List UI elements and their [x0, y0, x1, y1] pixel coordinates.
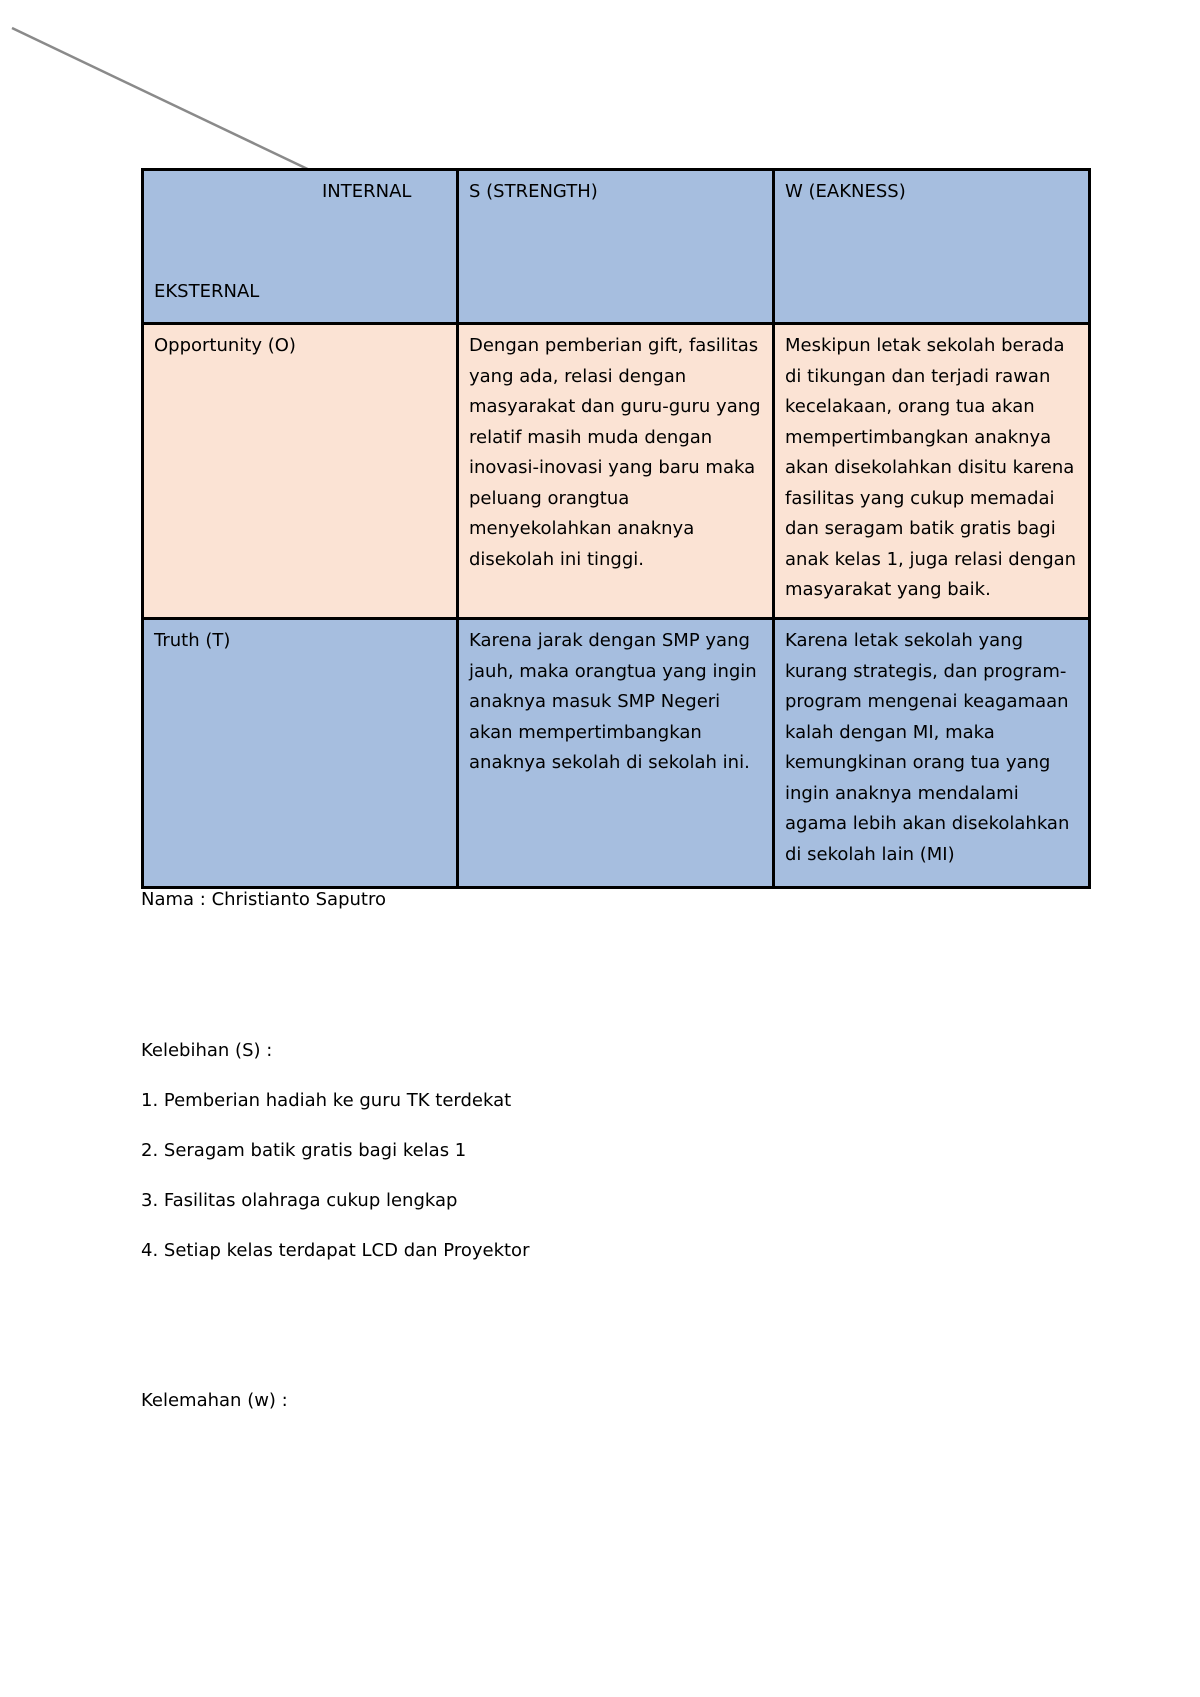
wt-cell: Karena letak sekolah yang kurang strategis, dan program-program mengenai keagamaan kalah dengan MI, maka kemungkinan orang tua yang ingin anaknya mendalami agama lebih akan disekolahkan di sekolah lain (MI)	[774, 619, 1090, 888]
so-cell: Dengan pemberian gift, fasilitas yang ada, relasi dengan masyarakat dan guru-guru yang relatif masih muda dengan inovasi-inovasi yang baru maka peluang orangtua menyekolahkan anaknya disekolah ini tinggi.	[458, 324, 774, 619]
kelebihan-item: 3. Fasilitas olahraga cukup lengkap	[141, 1190, 458, 1211]
weakness-header: W (EAKNESS)	[774, 170, 1090, 324]
threat-label: Truth (T)	[143, 619, 458, 888]
internal-label: INTERNAL	[322, 181, 412, 202]
threat-row	[143, 619, 1090, 888]
eksternal-label: EKSTERNAL	[154, 281, 260, 302]
kelebihan-item: 4. Setiap kelas terdapat LCD dan Proyektor	[141, 1240, 530, 1261]
swot-table	[141, 168, 1091, 889]
internal-eksternal-cell	[143, 170, 458, 324]
table-header-row	[143, 170, 1090, 324]
kelebihan-item: 1. Pemberian hadiah ke guru TK terdekat	[141, 1090, 512, 1111]
kelebihan-item: 2. Seragam batik gratis bagi kelas 1	[141, 1140, 467, 1161]
author-name: Nama : Christianto Saputro	[141, 889, 386, 910]
kelebihan-heading: Kelebihan (S) :	[141, 1040, 273, 1061]
st-cell: Karena jarak dengan SMP yang jauh, maka orangtua yang ingin anaknya masuk SMP Negeri akan mempertimbangkan anaknya sekolah di sekolah ini.	[458, 619, 774, 888]
wo-cell: Meskipun letak sekolah berada di tikungan dan terjadi rawan kecelakaan, orang tua akan mempertimbangkan anaknya akan disekolahkan disitu karena fasilitas yang cukup memadai dan seragam batik gratis bagi anak kelas 1, juga relasi dengan masyarakat yang baik.	[774, 324, 1090, 619]
opportunity-label: Opportunity (O)	[143, 324, 458, 619]
kelemahan-heading: Kelemahan (w) :	[141, 1390, 288, 1411]
opportunity-row	[143, 324, 1090, 619]
strength-header: S (STRENGTH)	[458, 170, 774, 324]
